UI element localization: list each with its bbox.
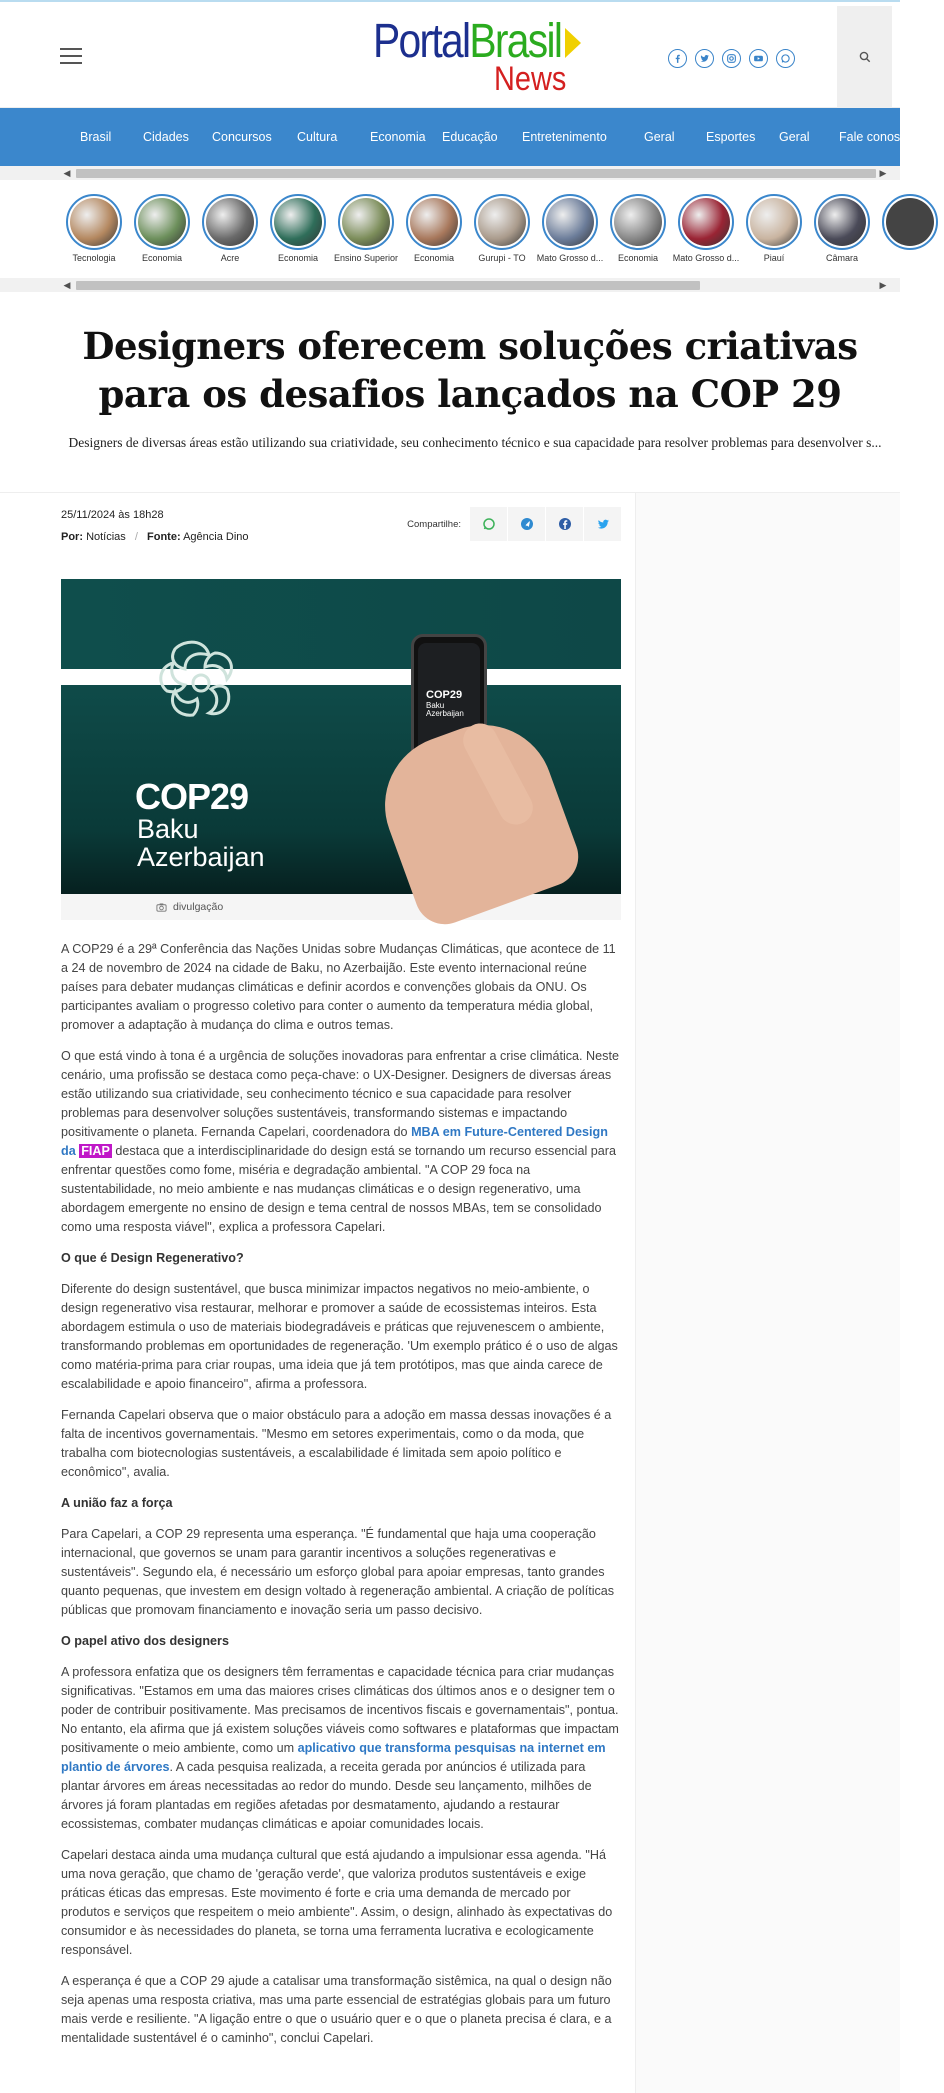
nav-item[interactable]: Geral	[779, 130, 810, 144]
image-caption	[61, 894, 621, 920]
main-nav	[0, 108, 914, 166]
article-subtitle: Designers de diversas áreas estão utilizando sua criatividade, seu conhecimento técnico e sua capacidade para resolver problemas para desenvolver s...	[68, 435, 882, 451]
story-thumbnail	[474, 194, 530, 250]
social-links	[668, 49, 795, 68]
article-body	[61, 940, 621, 2048]
category-story-item[interactable]	[332, 194, 400, 263]
article	[61, 493, 621, 2048]
nav-item[interactable]: Cidades	[143, 130, 189, 144]
share-label: Compartilhe:	[407, 518, 461, 530]
mba-link-text: MBA em Future-Centered Design da	[61, 1125, 608, 1158]
story-thumbnail	[882, 194, 938, 250]
paragraph-6	[61, 1663, 621, 1834]
category-story-item[interactable]	[128, 194, 196, 263]
image-azerbaijan-text: Azerbaijan	[137, 842, 265, 873]
section-heading-regenerative: O que é Design Regenerativo?	[61, 1251, 244, 1265]
story-label: Mato Grosso d...	[672, 253, 740, 263]
category-story-item-partial[interactable]	[876, 194, 944, 250]
paragraph-7: Capelari destaca ainda uma mudança cultural que está ajudando a impulsionar essa agenda. "Há uma nova geração, que chamo de 'geração verde', que valoriza produtos sustentáveis e exige práticas éticas das empresas. Este movimento é forte e cria uma demanda de mercado por produtos e serviços que respeitem o meio ambiente". Assim, o design, alinhado às expectativas do consumidor e às necessidades do planeta, se torna uma ferramenta lucrativa e ecologicamente responsável.	[61, 1848, 613, 1957]
story-thumbnail	[678, 194, 734, 250]
source-value: Agência Dino	[183, 531, 249, 543]
image-baku-text: Baku	[137, 814, 199, 844]
category-story-item[interactable]	[740, 194, 808, 263]
nav-item[interactable]: Economia	[370, 130, 426, 144]
article-figure	[61, 579, 621, 920]
scroll-right-arrow-icon[interactable]: ▶	[879, 167, 887, 178]
section-heading-designers-role: O papel ativo dos designers	[61, 1634, 229, 1648]
paragraph-2-text-a: O que está vindo à tona é a urgência de soluções inovadoras para enfrentar a crise climática. Neste cenário, uma profissão se destaca como peça-chave: o UX-Designer. Designers de diversas áreas estão utilizando sua criatividade, seu conhecimento técnico e sua capacidade para resolver problemas para desenvolver soluções sustentáveis, transformando sistemas e impactando positivamente o planeta. Fernanda Capelari, coordenadora do	[61, 1049, 619, 1139]
paragraph-3: Diferente do design sustentável, que busca minimizar impactos negativos no meio-ambiente, o design regenerativo visa restaurar, melhorar e promover a saúde de ecossistemas inteiros. Esta abordagem estimula o uso de materiais biodegradáveis e práticas que rejuvenescem o ambiente, transformando problemas em oportunidades de regeneração. 'Um exemplo prático é o uso de algas como matéria-prima para criar roupas, uma ideia que já tem protótipos, mas que ainda carece de escalabilidade e apoio financeiro", afirma a professora.	[61, 1282, 618, 1391]
nav-scroll-thumb[interactable]	[76, 169, 876, 178]
author-label: Por:	[61, 531, 83, 543]
fiap-highlight: FIAP	[81, 1144, 110, 1158]
sidebar	[635, 493, 900, 2093]
article-hero-image[interactable]	[61, 579, 621, 894]
story-label: Economia	[617, 253, 659, 263]
scroll-left-arrow-icon[interactable]: ◀	[63, 167, 71, 178]
story-label: Tecnologia	[72, 253, 116, 263]
stories-scroll-left-icon[interactable]: ◀	[63, 279, 71, 290]
nav-item[interactable]: Brasil	[80, 130, 112, 144]
category-story-item[interactable]	[196, 194, 264, 263]
story-label: Economia	[413, 253, 455, 263]
category-story-item[interactable]	[264, 194, 332, 263]
nav-item[interactable]: Geral	[644, 130, 675, 144]
paragraph-5: Para Capelari, a COP 29 representa uma esperança. "É fundamental que haja uma cooperação internacional, que governos se unam para garantir incentivos a soluções regenerativas e sustentáveis". Segundo ela, é necessário um esforço global para apoiar empresas, tanto grandes quanto pequenas, que investem em design voltado à regeneração ambiental. A criação de políticas públicas que promovam financiamento e inovação seria um passo decisivo.	[61, 1527, 615, 1617]
search-button[interactable]	[837, 6, 892, 108]
paragraph-8: A esperança é que a COP 29 ajude a catalisar uma transformação sistêmica, na qual o design não seja apenas uma resposta criativa, mas uma parte essencial de estratégias globais para um futuro mais verde e resiliente. "A ligação entre o que o usuário quer e o que o planeta precisa é clara, e a mentalidade sustentável é o caminho", conclui Capelari.	[61, 1974, 612, 2045]
whatsapp-icon	[482, 517, 496, 531]
category-story-item[interactable]	[60, 194, 128, 263]
category-story-item[interactable]	[400, 194, 468, 263]
story-label: Ensino Superior	[333, 253, 399, 263]
phone-sub1-text: Baku	[426, 700, 445, 710]
story-label: Piauí	[763, 253, 785, 263]
nav-item[interactable]: Concursos	[212, 130, 272, 144]
share-telegram-button[interactable]	[507, 507, 545, 541]
paragraph-1: A COP29 é a 29ª Conferência das Nações Unidas sobre Mudanças Climáticas, que acontece de 11 a 24 de novembro de 2024 na cidade de Baku, no Azerbaijão. Este evento internacional reúne países para debater mudanças climáticas e definir acordos e convenções globais da ONU. Os participantes avaliam o progresso coletivo para conter o aumento da temperatura média global, promover a adaptação à mudança do clima e outros temas.	[61, 942, 616, 1032]
twitter-icon	[596, 517, 610, 531]
content-area	[0, 492, 900, 2048]
facebook-icon[interactable]	[668, 49, 687, 68]
category-stories-strip	[0, 180, 900, 278]
cop29-emblem-icon	[145, 629, 265, 739]
article-byline	[61, 531, 249, 543]
phone-sub2-text: Azerbaijan	[426, 708, 464, 718]
story-thumbnail	[66, 194, 122, 250]
stories-scroll-thumb[interactable]	[76, 281, 700, 290]
article-title: Designers oferecem soluções criativas para os desafios lançados na COP 29	[82, 324, 858, 417]
story-thumbnail	[746, 194, 802, 250]
youtube-icon[interactable]	[749, 49, 768, 68]
stories-scrollbar[interactable]	[0, 278, 900, 292]
story-thumbnail	[338, 194, 394, 250]
story-thumbnail	[610, 194, 666, 250]
logo-news: News	[494, 60, 567, 98]
article-date: 25/11/2024 às 18h28	[61, 509, 164, 521]
paragraph-6-text-b: . A cada pesquisa realizada, a receita gerada por anúncios é utilizada para plantar árvores em áreas necessitadas ao redor do mundo. Desde seu lançamento, milhões de árvores já foram plantadas em regiões afetadas por desmatamento, ajudando a restaurar ecossistemas, combater mudanças climáticas e apoiar comunidades locais.	[61, 1760, 592, 1831]
category-story-item[interactable]	[604, 194, 672, 263]
story-thumbnail	[202, 194, 258, 250]
author-link[interactable]: Notícias	[86, 531, 126, 543]
nav-item[interactable]: Educação	[442, 130, 498, 144]
nav-item[interactable]: Esportes	[706, 130, 756, 144]
story-thumbnail	[270, 194, 326, 250]
story-thumbnail	[814, 194, 870, 250]
paragraph-4: Fernanda Capelari observa que o maior obstáculo para a adoção em massa dessas inovações é a falta de incentivos governamentais. "Mesmo em setores experimentais, como o da moda, que trabalha com biotecnologias sustentáveis, a escalabilidade é limitada sem apoio político e econômico", avalia.	[61, 1408, 612, 1479]
logo-arrow-icon	[565, 28, 581, 58]
story-label: Câmara	[825, 253, 858, 263]
phone-title-text: COP29	[426, 689, 463, 701]
category-story-item[interactable]	[672, 194, 740, 263]
site-logo[interactable]	[370, 16, 590, 102]
facebook-icon	[558, 517, 572, 531]
category-story-item[interactable]	[808, 194, 876, 263]
nav-item[interactable]: Cultura	[297, 130, 338, 144]
hamburger-menu-icon[interactable]	[60, 48, 82, 64]
story-label: Gurupi - TO	[478, 253, 526, 263]
share-bar	[407, 507, 621, 541]
category-story-item[interactable]	[536, 194, 604, 263]
article-meta	[61, 507, 621, 557]
story-label: Economia	[141, 253, 183, 263]
source-label: Fonte:	[147, 531, 181, 543]
story-thumbnail	[134, 194, 190, 250]
search-icon	[859, 51, 871, 63]
story-label: Mato Grosso d...	[536, 253, 604, 263]
app-link[interactable]: aplicativo que transforma pesquisas na internet em plantio de árvores	[61, 1741, 606, 1774]
article-header	[0, 292, 900, 492]
category-story-item[interactable]	[468, 194, 536, 263]
paragraph-6-text-a: A professora enfatiza que os designers têm ferramentas e capacidade técnica para criar mudanças significativas. "Estamos em uma das maiores crises climáticas dos últimos anos e o designer tem o poder de contribuir positivamente. Mas precisamos de incentivos fiscais e governamentais", pontua. No entanto, ela afirma que já existem soluções viáveis como softwares e plataformas que impactam positivamente o meio ambiente, como um	[61, 1665, 619, 1755]
nav-item[interactable]: Entretenimento	[522, 130, 607, 144]
image-location-text	[137, 815, 265, 872]
caption-text: divulgação	[173, 901, 224, 913]
image-cop29-text: COP29	[135, 776, 249, 817]
story-thumbnail	[542, 194, 598, 250]
site-header	[0, 2, 900, 108]
twitter-icon[interactable]	[695, 49, 714, 68]
paragraph-2	[61, 1047, 621, 1237]
whatsapp-icon[interactable]	[776, 49, 795, 68]
paragraph-2-text-b: destaca que a interdisciplinaridade do design está se tornando um recurso essencial para enfrentar questões como fome, miséria e degradação ambiental. "A COP 29 foca na sustentabilidade, no meio ambiente e nas mudanças climáticas e o design regenerativo, uma abordagem emergente no ensino de design e tema central de nossos MBAs, tem se consolidado como uma resposta viável", explica a professora Capelari.	[61, 1144, 616, 1234]
logo-portal: Portal	[373, 15, 470, 68]
nav-item[interactable]: Fale conosco	[839, 130, 914, 144]
camera-icon	[156, 902, 167, 913]
story-thumbnail	[406, 194, 462, 250]
share-twitter-button[interactable]	[583, 507, 621, 541]
share-facebook-button[interactable]	[545, 507, 583, 541]
story-label: Economia	[277, 253, 319, 263]
instagram-icon[interactable]	[722, 49, 741, 68]
telegram-icon	[520, 517, 534, 531]
story-label: Acre	[220, 253, 240, 263]
share-whatsapp-button[interactable]	[469, 507, 507, 541]
logo-brasil: Brasil	[469, 15, 562, 68]
byline-separator: /	[134, 531, 138, 543]
nav-scrollbar[interactable]	[0, 166, 900, 180]
section-heading-union: A união faz a força	[61, 1496, 173, 1510]
stories-scroll-right-icon[interactable]: ▶	[879, 279, 887, 290]
